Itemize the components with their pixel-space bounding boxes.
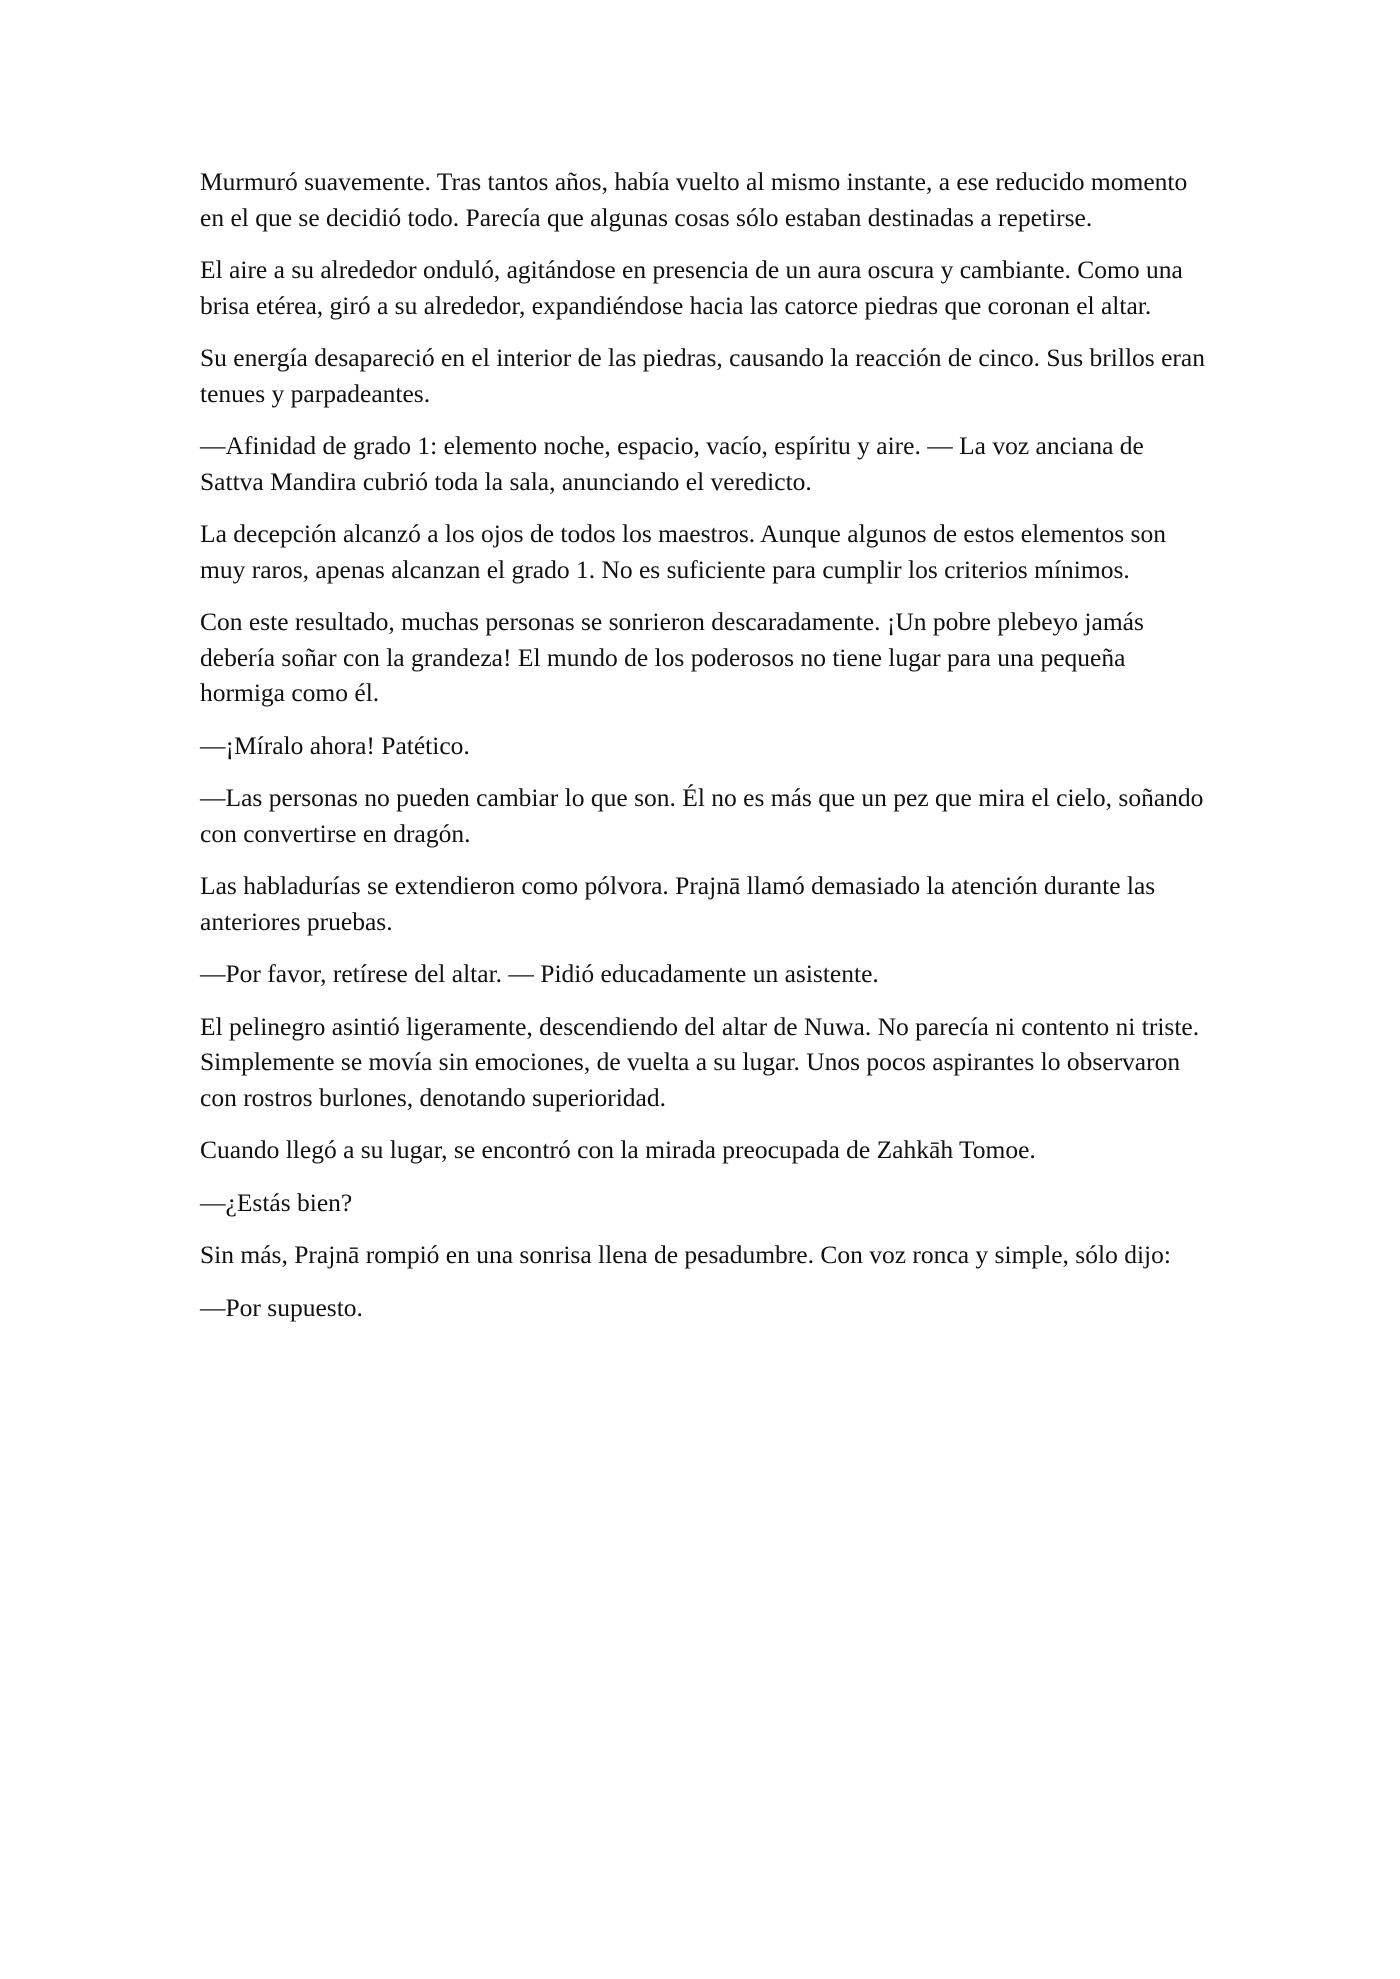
paragraph: Las habladurías se extendieron como pólvora. Prajnā llamó demasiado la atención durante las anteriores pruebas. (200, 871, 1156, 936)
paragraph: La decepción alcanzó a los ojos de todos los maestros. Aunque algunos de estos elementos son muy raros, apenas alcanzan el grado 1. No es suficiente para cumplir los criterios mínimos. (200, 519, 1166, 584)
paragraph: —Por favor, retírese del altar. — Pidió educadamente un asistente. (200, 959, 879, 988)
document-body (200, 164, 1205, 1342)
paragraph: —Por supuesto. (200, 1292, 363, 1322)
paragraph: —Afinidad de grado 1: elemento noche, espacio, vacío, espíritu y aire. — La voz anciana de Sattva Mandira cubrió toda la sala, anunciando el veredicto. (200, 431, 1144, 496)
paragraph: Murmuró suavemente. Tras tantos años, había vuelto al mismo instante, a ese reducido momento en el que se decidió todo. Parecía que algunas cosas sólo estaban destinadas a repetirse. (200, 167, 1188, 232)
paragraph: —¿Estás bien? (200, 1187, 353, 1217)
paragraph: El pelinegro asintió ligeramente, descendiendo del altar de Nuwa. No parecía ni contento ni triste. Simplemente se movía sin emociones, de vuelta a su lugar. Unos pocos aspirantes lo observaron con rostros burlones, denotando superioridad. (200, 1011, 1200, 1112)
paragraph: —¡Míralo ahora! Patético. (200, 730, 470, 760)
paragraph: Cuando llegó a su lugar, se encontró con la mirada preocupada de Zahkāh Tomoe. (200, 1135, 1036, 1164)
paragraph: Su energía desapareció en el interior de las piedras, causando la reacción de cinco. Sus brillos eran tenues y parpadeantes. (200, 343, 1205, 408)
paragraph: Con este resultado, muchas personas se sonrieron descaradamente. ¡Un pobre plebeyo jamás debería soñar con la grandeza! El mundo de los poderosos no tiene lugar para una pequeña hormiga como él. (200, 607, 1144, 707)
paragraph: El aire a su alrededor onduló, agitándose en presencia de un aura oscura y cambiante. Como una brisa etérea, giró a su alrededor, expandiéndose hacia las catorce piedras que coronan el altar. (200, 255, 1183, 320)
paragraph: —Las personas no pueden cambiar lo que son. Él no es más que un pez que mira el cielo, soñando con convertirse en dragón. (200, 783, 1204, 848)
paragraph: Sin más, Prajnā rompió en una sonrisa llena de pesadumbre. Con voz ronca y simple, sólo dijo: (200, 1240, 1171, 1269)
